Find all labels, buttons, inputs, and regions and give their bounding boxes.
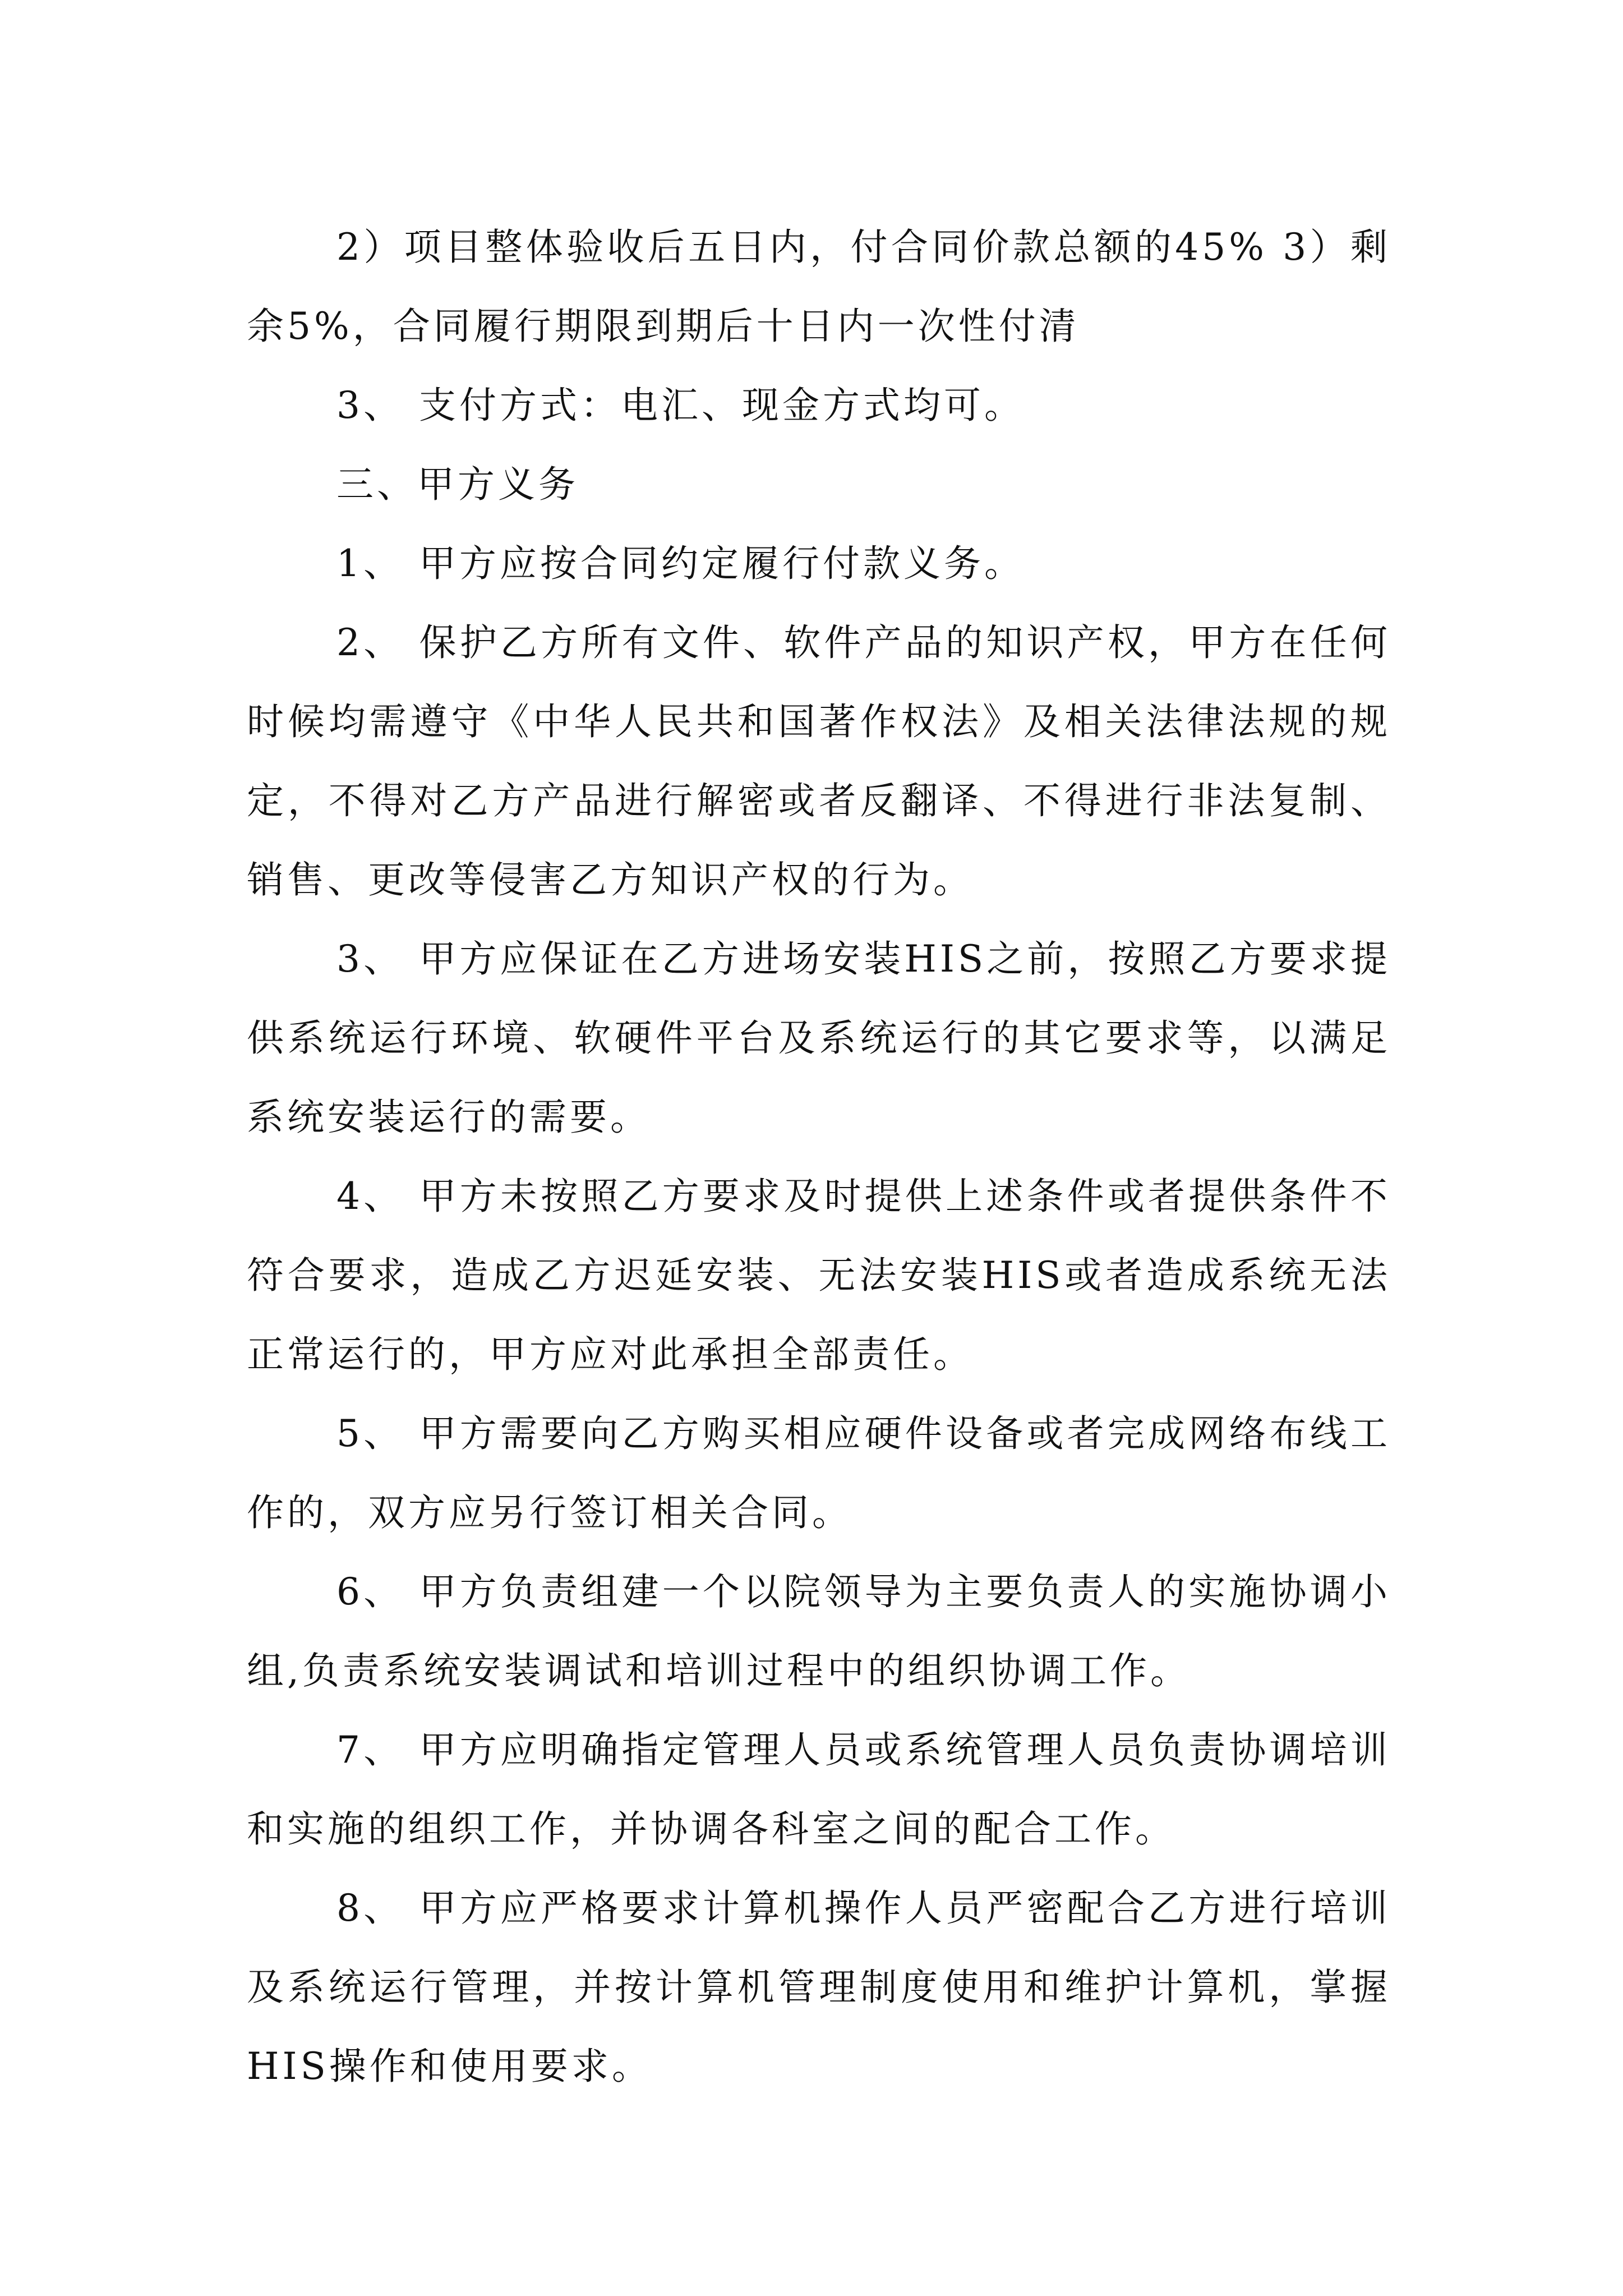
obligation-item-7: 7、 甲方应明确指定管理人员或系统管理人员负责协调培训和实施的组织工作，并协调各科室之间的配合工作。 bbox=[247, 1728, 1391, 1851]
obligation-item-2: 2、 保护乙方所有文件、软件产品的知识产权，甲方在任何时候均需遵守《中华人民共和国著作权法》及相关法律法规的规定，不得对乙方产品进行解密或者反翻译、不得进行非法复制、销售、更改等侵害乙方知识产权的行为。 bbox=[247, 621, 1391, 901]
section-heading-party-a-obligations: 三、甲方义务 bbox=[336, 463, 579, 506]
obligation-item-6: 6、 甲方负责组建一个以院领导为主要负责人的实施协调小组,负责系统安装调试和培训过程中的组织协调工作。 bbox=[247, 1570, 1391, 1692]
document-body bbox=[247, 208, 1391, 2106]
obligation-item-5: 5、 甲方需要向乙方购买相应硬件设备或者完成网络布线工作的，双方应另行签订相关合同。 bbox=[247, 1412, 1391, 1534]
payment-term-paragraph: 2）项目整体验收后五日内，付合同价款总额的45% 3）剩余5%，合同履行期限到期后十日内一次性付清 bbox=[247, 226, 1391, 348]
obligation-item-4: 4、 甲方未按照乙方要求及时提供上述条件或者提供条件不符合要求，造成乙方迟延安装、无法安装HIS或者造成系统无法正常运行的，甲方应对此承担全部责任。 bbox=[247, 1175, 1391, 1376]
payment-method-paragraph: 3、 支付方式：电汇、现金方式均可。 bbox=[336, 384, 1025, 427]
obligation-item-1: 1、 甲方应按合同约定履行付款义务。 bbox=[336, 542, 1025, 585]
obligation-item-3: 3、 甲方应保证在乙方进场安装HIS之前，按照乙方要求提供系统运行环境、软硬件平台及系统运行的其它要求等，以满足系统安装运行的需要。 bbox=[247, 937, 1391, 1139]
obligation-item-8: 8、 甲方应严格要求计算机操作人员严密配合乙方进行培训及系统运行管理，并按计算机管理制度使用和维护计算机，掌握HIS操作和使用要求。 bbox=[247, 1887, 1391, 2088]
